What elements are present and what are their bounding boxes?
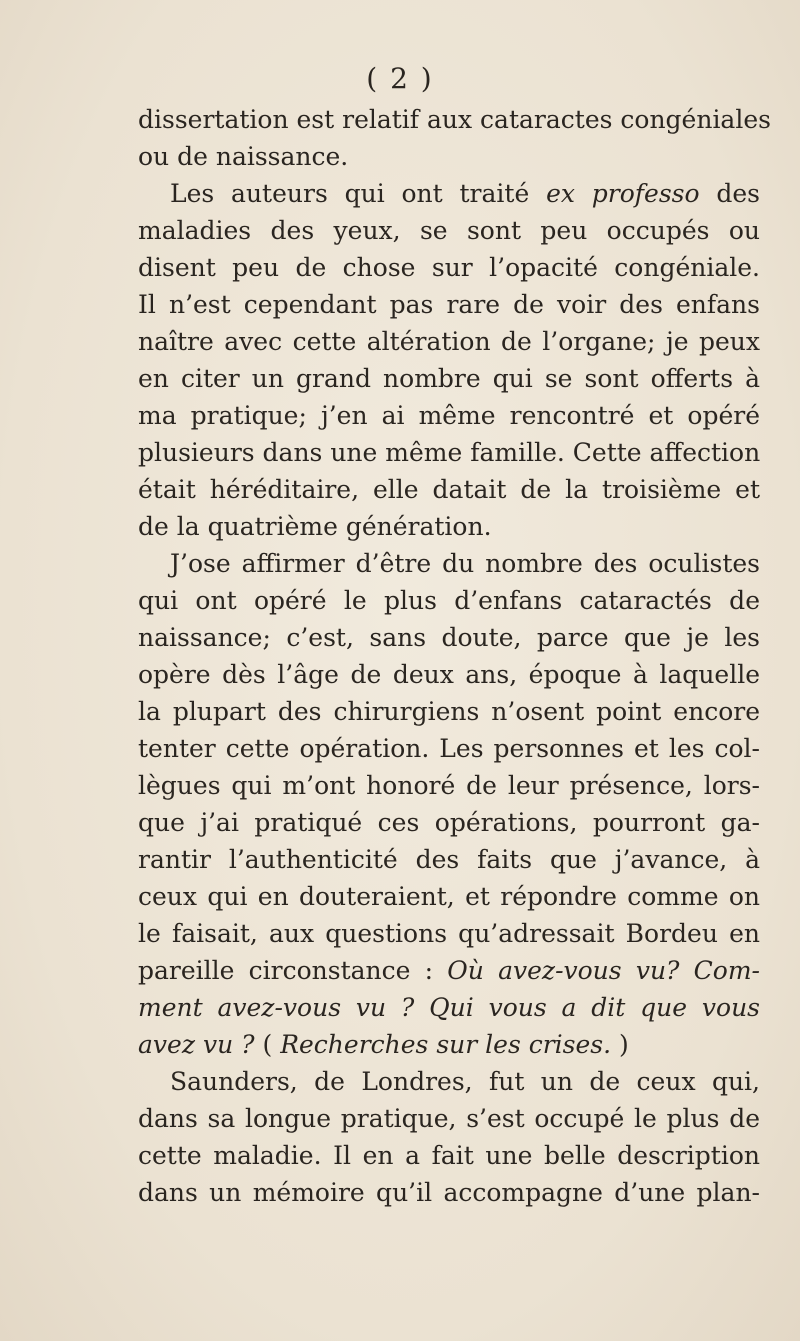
line-text: ) [611, 1030, 629, 1059]
italic-text: Où avez-vous vu? Com- [447, 956, 760, 985]
text-line [138, 582, 760, 619]
line-text: plusieurs dans une même famille. Cette affection [138, 438, 761, 467]
line-text: ma pratique; j’en ai même rencontré et opéré [138, 401, 760, 430]
text-line [138, 693, 760, 730]
body-text [138, 101, 771, 1211]
text-line [138, 101, 771, 138]
text-line [138, 878, 760, 915]
line-text: maladies des yeux, se sont peu occupés ou [138, 216, 760, 245]
line-text: Saunders, de Londres, fut un de ceux qui, [170, 1067, 760, 1096]
line-text: lègues qui m’ont honoré de leur présence, lors- [138, 771, 760, 800]
line-text: cette maladie. Il en a fait une belle description [138, 1141, 760, 1170]
line-text: que j’ai pratiqué ces opérations, pourront ga- [138, 808, 760, 837]
text-line [138, 1026, 760, 1063]
text-line [138, 1063, 760, 1100]
text-line [138, 360, 760, 397]
italic-text: ment avez-vous vu ? Qui vous a dit que vous [138, 993, 760, 1022]
text-line [138, 138, 760, 175]
line-text: qui ont opéré le plus d’enfans cataractés de [138, 586, 760, 615]
text-line [138, 841, 760, 878]
italic-text: Recherches sur les crises. [280, 1030, 612, 1059]
line-text: naître avec cette altération de l’organe; je peux [138, 327, 760, 356]
text-line [138, 508, 760, 545]
page-number: ( 2 ) [366, 62, 434, 95]
line-text: ( [254, 1030, 281, 1059]
line-text: des [699, 179, 761, 208]
text-line [138, 1137, 760, 1174]
text-line [138, 434, 760, 471]
line-text: dans un mémoire qu’il accompagne d’une plan- [138, 1178, 760, 1207]
text-line [138, 212, 760, 249]
text-line [138, 286, 760, 323]
text-line [138, 249, 760, 286]
line-text: de la quatrième génération. [138, 512, 492, 541]
text-line [138, 397, 760, 434]
italic-text: ex professo [546, 179, 700, 208]
line-text: J’ose affirmer d’être du nombre des oculistes [170, 549, 760, 578]
text-line [138, 1174, 760, 1211]
text-line [138, 656, 760, 693]
line-text: disent peu de chose sur l’opacité congéniale. [138, 253, 760, 282]
text-line [138, 619, 760, 656]
text-line [138, 767, 760, 804]
text-line [138, 804, 760, 841]
line-text: dans sa longue pratique, s’est occupé le plus de [138, 1104, 760, 1133]
text-line [138, 1100, 760, 1137]
line-text: ceux qui en douteraient, et répondre comme on [138, 882, 760, 911]
text-line [138, 730, 760, 767]
line-text: pareille circonstance : [138, 956, 448, 985]
line-text: Les auteurs qui ont traité [170, 179, 547, 208]
italic-text: avez vu ? [138, 1030, 255, 1059]
line-text: rantir l’authenticité des faits que j’avance, à [138, 845, 760, 874]
line-text: dissertation est relatif aux cataractes congéniales [138, 105, 771, 134]
text-line [138, 545, 760, 582]
text-line [138, 952, 760, 989]
line-text: Il n’est cependant pas rare de voir des enfans [138, 290, 760, 319]
line-text: le faisait, aux questions qu’adressait Bordeu en [138, 919, 760, 948]
line-text: la plupart des chirurgiens n’osent point encore [138, 697, 760, 726]
line-text: ou de naissance. [138, 142, 349, 171]
line-text: naissance; c’est, sans doute, parce que je les [138, 623, 760, 652]
text-line [138, 323, 760, 360]
line-text: en citer un grand nombre qui se sont offerts à [138, 364, 760, 393]
line-text: était héréditaire, elle datait de la troisième et [138, 475, 760, 504]
line-text: opère dès l’âge de deux ans, époque à laquelle [138, 660, 760, 689]
text-line [138, 915, 760, 952]
text-line [138, 471, 760, 508]
text-line [138, 989, 760, 1026]
line-text: tenter cette opération. Les personnes et les col- [138, 734, 760, 763]
text-line [138, 175, 760, 212]
